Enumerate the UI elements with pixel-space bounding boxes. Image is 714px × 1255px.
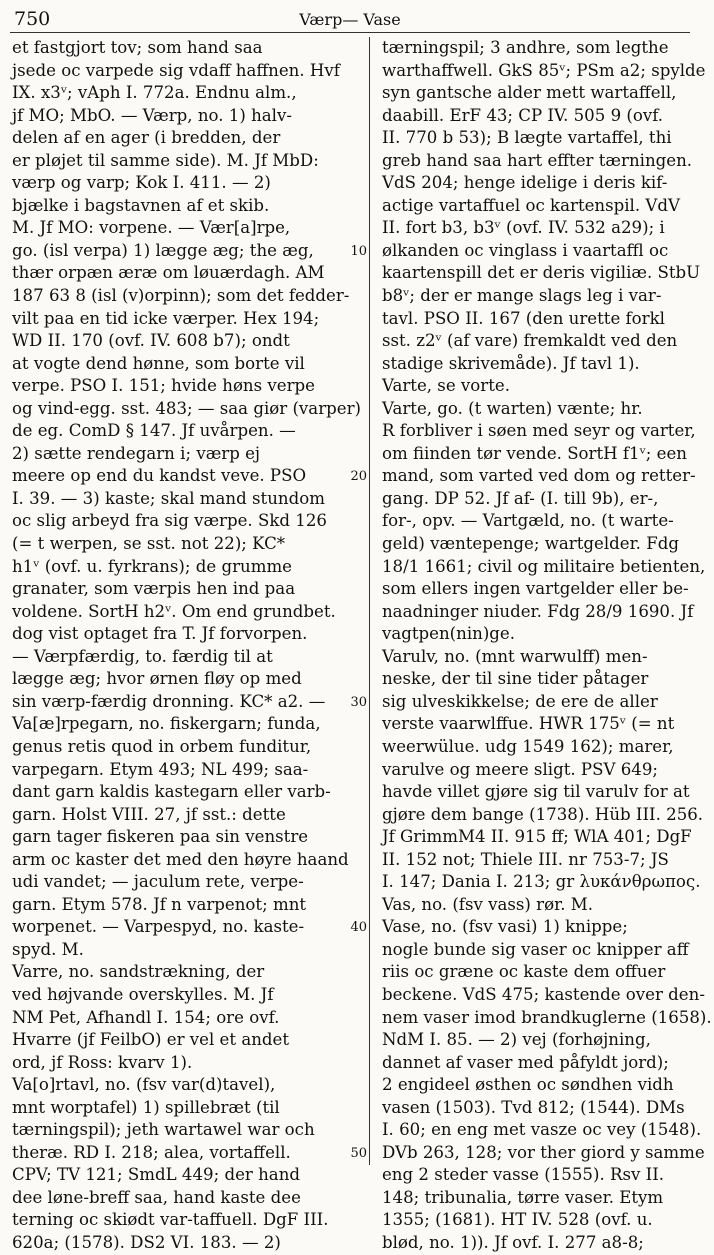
- right-column-line: R forbliver i søen med seyr og varter,: [381, 421, 696, 441]
- left-column-line: værp og varp; Kok I. 411. — 2): [12, 173, 271, 193]
- right-column-line: som ellers ingen vartgelder eller be-: [381, 579, 689, 599]
- left-column-line: udi vandet; — jaculum rete, verpe-: [12, 872, 304, 892]
- left-column-line: Varre, no. sandstrækning, der: [12, 962, 265, 982]
- right-column-line: dannet af vaser med påfyldt jord);: [381, 1052, 669, 1072]
- left-column-line: meere op end du kandst veve. PSO: [12, 466, 307, 486]
- right-column-line: nem vaser imod brandkuglerne (1658).: [381, 1007, 712, 1027]
- left-column-line: thær orpæn æræ om løuærdagh. AM: [12, 263, 325, 283]
- left-column-line: mnt worptafel) 1) spillebræt (til: [12, 1097, 280, 1117]
- left-column-line: NM Pet, Afhandl I. 154; ore ovf.: [12, 1007, 280, 1027]
- left-column-line: 2) sætte rendegarn i; værp ej: [12, 443, 261, 463]
- right-column-line: vagtpen(nin)ge.: [381, 624, 516, 644]
- right-column-line: II. fort b3, b3ᵛ (ovf. IV. 532 a29); i: [381, 218, 665, 238]
- right-column-line: greb hand saa hart effter tærningen.: [381, 150, 693, 170]
- right-column-line: syn gantsche alder mett wartaffell,: [381, 83, 677, 103]
- right-column-line: naadninger niuder. Fdg 28/9 1690. Jf: [381, 601, 694, 621]
- right-column-line: II. 770 b 53); B lægte vartaffel, thi: [381, 128, 672, 148]
- right-column-line: kaartenspill det er deris vigiliæ. StbU: [381, 263, 701, 283]
- right-column-line: VdS 204; henge idelige i deris kif-: [381, 173, 668, 193]
- left-column-line: 187 63 8 (isl (v)orpinn); som det fedder-: [12, 286, 350, 306]
- left-column-line: 620a; (1578). DS2 VI. 183. — 2): [12, 1232, 281, 1252]
- right-column-line: Jf GrimmM4 II. 915 ff; WlA 401; DgF: [381, 827, 692, 847]
- right-column-line: Varte, se vorte.: [381, 376, 510, 396]
- left-column-line: lægge æg; hvor ørnen fløy op med: [12, 669, 302, 689]
- left-column-line: at vogte dend hønne, som borte vil: [12, 353, 305, 373]
- left-column-line: dog vist optaget fra T. Jf forvorpen.: [12, 624, 308, 644]
- right-column-line: 1355; (1681). HT IV. 528 (ovf. u.: [381, 1210, 653, 1230]
- right-column-line: havde villet gjøre sig til varulv for at: [381, 782, 690, 802]
- right-column-line: Vas, no. (fsv vass) rør. M.: [381, 894, 594, 914]
- left-column-line: ord, jf Ross: kvarv 1).: [12, 1052, 193, 1072]
- right-column-line: tærningspil; 3 andhre, som legthe: [381, 38, 669, 57]
- left-column-line: garn. Holst VIII. 27, jf sst.: dette: [12, 804, 286, 824]
- left-column-line: dee løne-breff saa, hand kaste dee: [12, 1187, 301, 1207]
- left-column-line: et fastgjort tov; som hand saa: [12, 38, 263, 57]
- right-column-line: actige vartaffuel oc kartenspil. VdV: [381, 195, 681, 215]
- right-column-line: gang. DP 52. Jf af- (I. till 9b), er-,: [381, 488, 659, 508]
- line-number: 10: [350, 243, 367, 259]
- right-column-line: I. 60; en eng met vasze oc vey (1548).: [381, 1120, 702, 1140]
- left-column-line: vilt paa en tid icke værper. Hex 194;: [12, 308, 320, 328]
- left-column-line: Va[æ]rpegarn, no. fiskergarn; funda,: [12, 714, 321, 734]
- right-column-line: riis oc græne oc kaste dem offuer: [381, 962, 666, 982]
- right-column-line: warthaffwell. GkS 85ᵛ; PSm a2; spylde: [381, 60, 706, 80]
- left-column-line: garn. Etym 578. Jf n varpenot; mnt: [12, 894, 307, 914]
- left-column-line: er pløjet til samme side). M. Jf MbD:: [12, 150, 319, 170]
- right-column-line: II. 152 not; Thiele III. nr 753-7; JS: [381, 849, 669, 869]
- left-column-line: terning oc skiødt var-taffuell. DgF III.: [12, 1210, 329, 1230]
- left-column-line: de eg. ComD § 147. Jf uvårpen. —: [12, 421, 296, 441]
- left-column-line: Hvarre (jf FeilbO) er vel et andet: [12, 1030, 290, 1050]
- right-column-line: NdM I. 85. — 2) vej (forhøjning,: [381, 1030, 651, 1050]
- right-column-line: 18/1 1661; civil og militaire betienten,: [381, 556, 706, 576]
- right-column-line: weerwülue. udg 1549 162); marer,: [381, 736, 674, 756]
- right-column-line: 148; tribunalia, tørre vaser. Etym: [381, 1187, 664, 1207]
- left-column-line: CPV; TV 121; SmdL 449; der hand: [12, 1165, 300, 1185]
- right-column-line: daabill. ErF 43; CP IV. 505 9 (ovf.: [381, 105, 664, 125]
- left-column-line: Va[o]rtavl, no. (fsv var(d)tavel),: [12, 1075, 276, 1095]
- line-number: 30: [350, 694, 367, 710]
- right-column-line: b8ᵛ; der er mange slags leg i var-: [381, 286, 662, 306]
- line-number: 20: [350, 469, 367, 485]
- left-column-line: I. 39. — 3) kaste; skal mand stundom: [12, 488, 325, 508]
- right-column-line: vasen (1503). Tvd 812; (1544). DMs: [381, 1097, 685, 1117]
- right-column-line: blød, no. 1)). Jf ovf. I. 277 a8-8;: [381, 1232, 644, 1252]
- text-columns: [8, 37, 712, 1252]
- left-column-line: sin værp-færdig dronning. KC* a2. —: [12, 691, 326, 711]
- line-number: 40: [350, 920, 367, 936]
- line-number-gutter: [350, 37, 370, 1165]
- right-column-line: I. 147; Dania I. 213; gr λυκάνθρωπος.: [381, 872, 701, 892]
- left-column-line: og vind-egg. sst. 483; — saa giør (varper): [12, 398, 361, 418]
- right-column-line: om fiinden tør vende. SortH f1ᵛ; een: [381, 443, 687, 463]
- left-column: [8, 37, 369, 1252]
- left-column-line: tærningspil); jeth wartawel war och: [12, 1120, 315, 1140]
- left-column-line: voldene. SortH h2ᵛ. Om end grundbet.: [12, 601, 336, 621]
- right-column-line: 2 engideel østhen oc søndhen vidh: [381, 1075, 674, 1095]
- right-column-line: beckene. VdS 475; kastende over den-: [381, 984, 705, 1004]
- right-column-line: varulve og meere sligt. PSV 649;: [381, 759, 658, 779]
- left-column-line: M. Jf MO: vorpene. — Vær[a]rpe,: [12, 218, 291, 238]
- left-column-line: ved højvande overskylles. M. Jf: [12, 984, 274, 1004]
- page-number: 750: [14, 8, 51, 30]
- left-column-line: theræ. RD I. 218; alea, vortaffell.: [12, 1142, 291, 1162]
- left-column-line: jsede oc varpede sig vdaff haffnen. Hvf: [12, 60, 340, 80]
- right-column-line: Vase, no. (fsv vasi) 1) knippe;: [381, 917, 628, 937]
- right-column-line: for-, opv. — Vartgæld, no. (t warte-: [381, 511, 674, 531]
- left-column-line: dant garn kaldis kastegarn eller varb-: [12, 782, 331, 802]
- left-column-line: genus retis quod in orbem funditur,: [12, 736, 312, 756]
- left-column-line: IX. x3ᵛ; vAph I. 772a. Endnu alm.,: [12, 83, 297, 103]
- left-column-line: verpe. PSO I. 151; hvide høns verpe: [12, 376, 315, 396]
- running-title: Værp— Vase: [299, 10, 401, 29]
- right-column-line: eng 2 steder vasse (1555). Rsv II.: [381, 1165, 665, 1185]
- right-column-line: neske, der til sine tider påtager: [381, 669, 649, 689]
- right-column: [370, 37, 714, 1252]
- right-column-line: sst. z2ᵛ (af vare) fremkaldt ved den: [381, 331, 678, 351]
- left-column-line: varpegarn. Etym 493; NL 499; saa-: [12, 759, 309, 779]
- left-column-line: jf MO; MbO. — Værp, no. 1) halv-: [12, 105, 292, 125]
- right-column-line: DVb 263, 128; vor ther giord y samme: [381, 1142, 705, 1162]
- left-column-line: WD II. 170 (ovf. IV. 608 b7); ondt: [12, 331, 290, 351]
- right-column-line: sig ulveskikkelse; de ere de aller: [381, 691, 658, 711]
- right-column-line: geld) væntepenge; wartgelder. Fdg: [381, 534, 679, 554]
- left-column-line: bjælke i bagstavnen af et skib.: [12, 195, 270, 215]
- right-column-line: Varulv, no. (mnt warwulff) men-: [381, 646, 648, 666]
- right-column-line: stadige skrivemåde). Jf tavl 1).: [381, 353, 640, 373]
- line-number: 50: [350, 1145, 367, 1161]
- left-column-line: garn tager fiskeren paa sin venstre: [12, 827, 309, 847]
- left-column-line: (= t werpen, se sst. not 22); KC*: [12, 534, 286, 554]
- right-column-line: Varte, go. (t warten) vænte; hr.: [381, 398, 643, 418]
- left-column-line: spyd. M.: [12, 939, 84, 959]
- left-column-line: h1ᵛ (ovf. u. fyrkrans); de grumme: [12, 556, 292, 576]
- right-column-line: tavl. PSO II. 167 (den urette forkl: [381, 308, 665, 328]
- right-column-line: verste vaarwlffue. HWR 175ᵛ (= nt: [381, 714, 675, 734]
- left-column-line: go. (isl verpa) 1) lægge æg; the æg,: [12, 240, 314, 260]
- left-column-line: arm oc kaster det med den høyre haand: [12, 849, 349, 869]
- left-column-line: delen af en ager (i bredden, der: [12, 128, 281, 148]
- header-rule: [10, 32, 690, 33]
- left-column-line: — Værpfærdig, to. færdig til at: [12, 646, 273, 666]
- right-column-line: mand, som varted ved dom og retter-: [381, 466, 696, 486]
- page-header: [8, 6, 692, 32]
- left-column-line: granater, som værpis hen ind paa: [12, 579, 296, 599]
- left-column-line: worpenet. — Varpespyd, no. kaste-: [12, 917, 305, 937]
- right-column-line: gjøre dem bange (1738). Hüb III. 256.: [381, 804, 704, 824]
- right-column-line: ølkanden oc vinglass i vaartaffl oc: [381, 240, 669, 260]
- left-column-line: oc slig arbeyd fra sig værpe. Skd 126: [12, 511, 327, 531]
- right-column-line: nogle bunde sig vaser oc knipper aff: [381, 939, 689, 959]
